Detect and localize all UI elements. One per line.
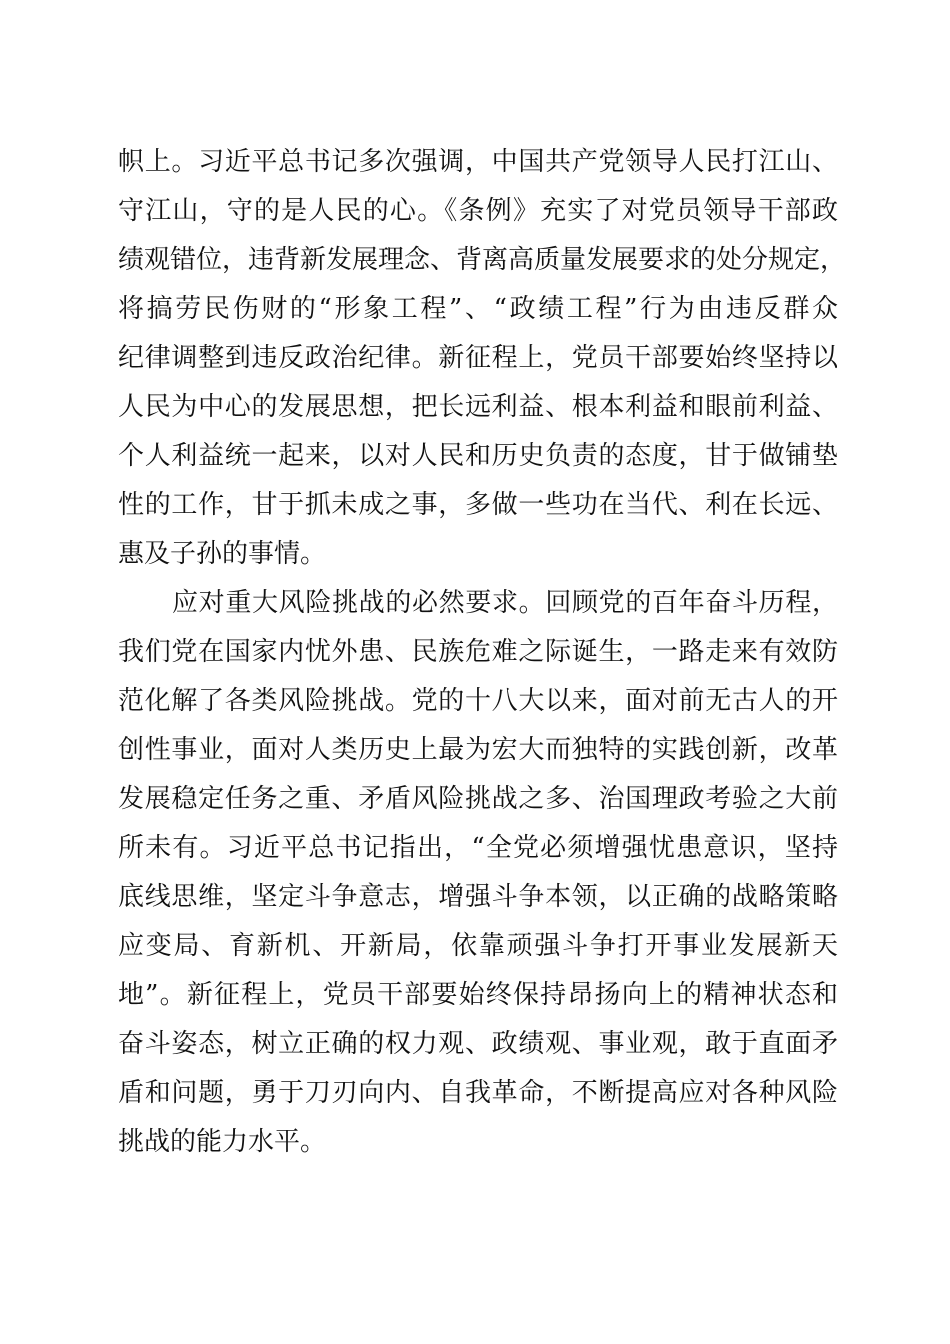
text-line: 奋斗姿态，树立正确的权力观、政绩观、事业观，敢于直面矛 [118, 1029, 838, 1059]
text-line: 我们党在国家内忧外患、民族危难之际诞生，一路走来有效防 [118, 637, 838, 667]
text-line: 纪律调整到违反政治纪律。新征程上，党员干部要始终坚持以 [118, 343, 838, 373]
text-line: 盾和问题，勇于刀刃向内、自我革命，不断提高应对各种风险 [118, 1078, 838, 1108]
text-line: 帜上。习近平总书记多次强调，中国共产党领导人民打江山、 [118, 147, 838, 177]
paragraph-2 [118, 579, 838, 1167]
text-line: 性的工作，甘于抓未成之事，多做一些功在当代、利在长远、 [118, 490, 838, 520]
text-line: 发展稳定任务之重、矛盾风险挑战之多、治国理政考验之大前 [118, 784, 838, 814]
text-line: 人民为中心的发展思想，把长远利益、根本利益和眼前利益、 [118, 392, 838, 422]
text-line: 挑战的能力水平。 [118, 1127, 327, 1157]
text-line: 所未有。习近平总书记指出，“全党必须增强忧患意识，坚持 [118, 833, 838, 863]
text-line: 范化解了各类风险挑战。党的十八大以来，面对前无古人的开 [118, 686, 838, 716]
text-line: 绩观错位，违背新发展理念、背离高质量发展要求的处分规定， [118, 245, 847, 275]
text-line: 惠及子孙的事情。 [118, 539, 327, 569]
text-line: 将搞劳民伤财的“形象工程”、“政绩工程”行为由违反群众 [118, 294, 838, 324]
text-line: 底线思维，坚定斗争意志，增强斗争本领，以正确的战略策略 [118, 882, 838, 912]
text-line: 创性事业，面对人类历史上最为宏大而独特的实践创新，改革 [118, 735, 838, 765]
text-line: 应对重大风险挑战的必然要求。回顾党的百年奋斗历程， [172, 588, 838, 618]
text-line: 地”。新征程上，党员干部要始终保持昂扬向上的精神状态和 [118, 980, 838, 1010]
paragraph-1 [118, 138, 847, 579]
document-body [118, 138, 847, 1167]
text-line: 守江山，守的是人民的心。《条例》充实了对党员领导干部政 [118, 196, 838, 226]
text-line: 应变局、育新机、开新局，依靠顽强斗争打开事业发展新天 [118, 931, 838, 961]
text-line: 个人利益统一起来，以对人民和历史负责的态度，甘于做铺垫 [118, 441, 838, 471]
